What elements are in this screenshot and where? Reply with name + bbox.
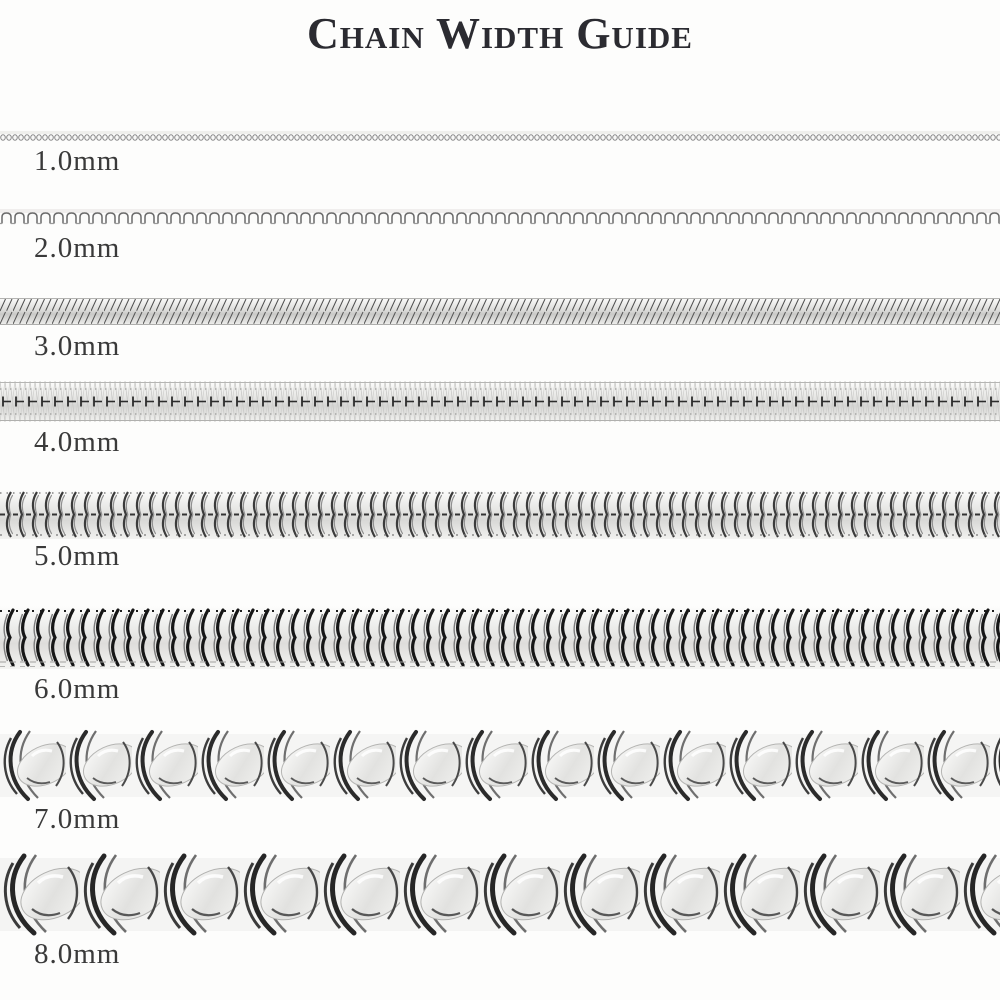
chain-width-label: 5.0mm — [34, 540, 121, 572]
chain-image-7mm-rope — [0, 728, 1000, 803]
page-title: Chain Width Guide — [307, 9, 693, 58]
chain-width-label: 6.0mm — [34, 673, 121, 705]
chain-image-3mm-snake — [0, 297, 1000, 326]
chain-image-2mm-box — [0, 209, 1000, 227]
chain-width-label: 4.0mm — [34, 426, 121, 458]
chain-width-label: 3.0mm — [34, 330, 121, 362]
chain-width-label: 1.0mm — [34, 145, 121, 177]
chain-width-label: 2.0mm — [34, 232, 121, 264]
chain-image-8mm-rope — [0, 851, 1000, 938]
chain-image-1mm-box — [0, 130, 1000, 143]
chain-width-label: 7.0mm — [34, 803, 121, 835]
chain-width-label: 8.0mm — [34, 938, 121, 970]
chain-image-4mm-snake — [0, 381, 1000, 422]
chain-image-6mm-snake — [0, 604, 1000, 671]
chain-image-5mm-snake — [0, 489, 1000, 540]
